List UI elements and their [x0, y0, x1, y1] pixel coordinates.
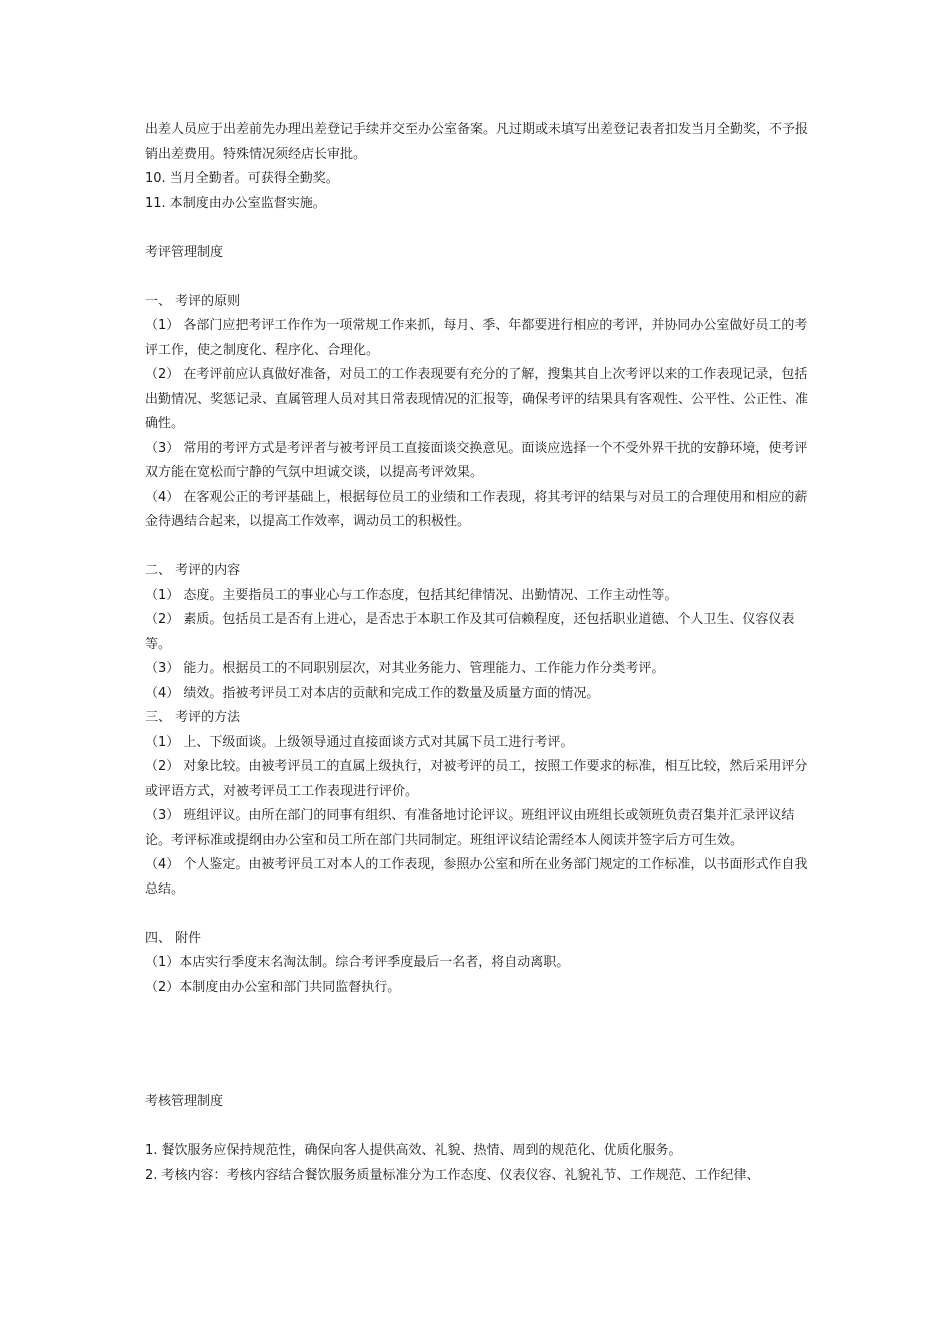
intro-item-11: 11. 本制度由办公室监督实施。: [145, 195, 326, 211]
kaohe-title: 考核管理制度: [145, 1094, 224, 1109]
section-3-item: （4） 个人鉴定。由被考评员工对本人的工作表现，参照办公室和所在业务部门规定的工作标准，以书面形式作自我总结。: [145, 857, 808, 897]
section-3-item: （3） 班组评议。由所在部门的同事有组织、有准备地讨论评议。班组评议由班组长或领班负责召集并汇录评议结论。考评标准或提纲由办公室和员工所在部门共同制定。班组评议结论需经本人阅读并签字后方可生效。: [145, 808, 795, 848]
spacer: [145, 902, 810, 927]
section-3-heading: 三、 考评的方法: [145, 710, 241, 725]
section-1-heading: 一、 考评的原则: [145, 293, 241, 309]
spacer: [145, 216, 810, 241]
intro-item-10: 10. 当月全勤者。可获得全勤奖。: [145, 171, 339, 186]
kaohe-item: 2. 考核内容：考核内容结合餐饮服务质量标准分为工作态度、仪表仪容、礼貌礼节、工作规范、工作纪律、: [145, 1167, 760, 1183]
section-3-item: （2） 对象比较。由被考评员工的直属上级执行，对被考评的员工，按照工作要求的标准，相互比较，然后采用评分或评语方式，对被考评员工工作表现进行评价。: [145, 759, 808, 799]
section-1-item: （1） 各部门应把考评工作作为一项常规工作来抓，每月、季、年都要进行相应的考评，并协同办公室做好员工的考评工作，使之制度化、程序化、合理化。: [145, 318, 808, 358]
kaoping-title: 考评管理制度: [145, 244, 224, 260]
spacer: [145, 1115, 810, 1140]
document-page: [145, 118, 810, 1188]
section-2-heading: 二、 考评的内容: [145, 563, 241, 578]
section-4-item: （1）本店实行季度末名淘汰制。综合考评季度最后一名者，将自动离职。: [145, 955, 570, 970]
spacer: [145, 535, 810, 560]
intro-paragraph: 出差人员应于出差前先办理出差登记手续并交至办公室备案。凡过期或未填写出差登记表者扣发当月全勤奖，不予报销出差费用。特殊情况须经店长审批。: [145, 122, 809, 162]
section-1-item: （2） 在考评前应认真做好准备，对员工的工作表现要有充分的了解，搜集其自上次考评以来的工作表现记录，包括出勤情况、奖惩记录、直属管理人员对其日常表现情况的汇报等，确保考评的结果具有客观性、公平性、公正性、准确性。: [145, 367, 809, 431]
kaohe-item: 1. 餐饮服务应保持规范性，确保向客人提供高效、礼貌、热情、周到的规范化、优质化服务。: [145, 1143, 682, 1158]
section-2-item: （3） 能力。根据员工的不同职别层次，对其业务能力、管理能力、工作能力作分类考评。: [145, 661, 665, 676]
section-1-item: （3） 常用的考评方式是考评者与被考评员工直接面谈交换意见。面谈应选择一个不受外界干扰的安静环境，使考评双方能在宽松而宁静的气氛中坦诚交谈，以提高考评效果。: [145, 440, 808, 480]
section-3-item: （1） 上、下级面谈。上级领导通过直接面谈方式对其属下员工进行考评。: [145, 734, 574, 750]
section-2-item: （4） 绩效。指被考评员工对本店的贡献和完成工作的数量及质量方面的情况。: [145, 685, 600, 701]
section-4-item: （2）本制度由办公室和部门共同监督执行。: [145, 979, 401, 995]
section-2-item: （2） 素质。包括员工是否有上进心，是否忠于本职工作及其可信赖程度，还包括职业道德、个人卫生、仪容仪表等。: [145, 612, 795, 652]
spacer: [145, 265, 810, 290]
spacer: [145, 1000, 810, 1090]
section-1-item: （4） 在客观公正的考评基础上，根据每位员工的业绩和工作表现，将其考评的结果与对员工的合理使用和相应的薪金待遇结合起来，以提高工作效率，调动员工的积极性。: [145, 489, 808, 529]
section-2-item: （1） 态度。主要指员工的事业心与工作态度，包括其纪律情况、出勤情况、工作主动性等。: [145, 587, 678, 603]
section-4-heading: 四、 附件: [145, 930, 202, 946]
